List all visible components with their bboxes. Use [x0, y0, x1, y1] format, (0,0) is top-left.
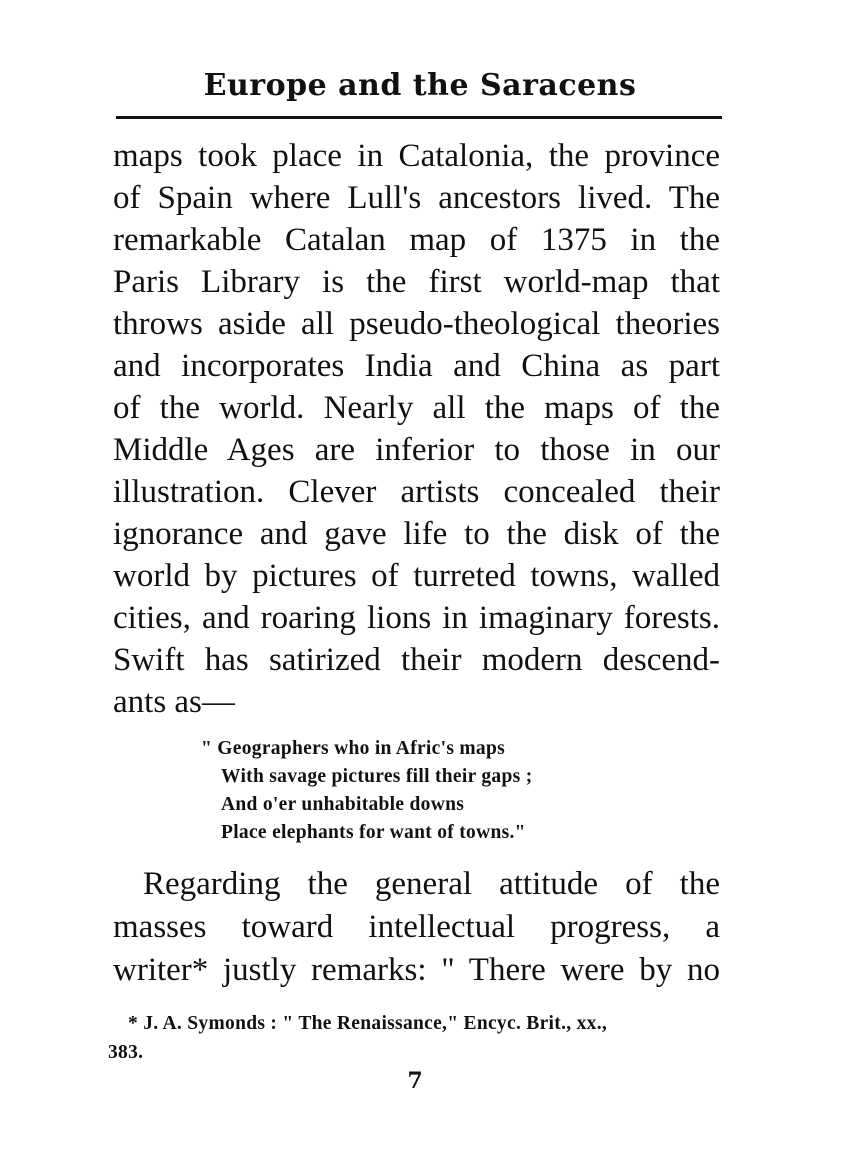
verse-line: Place elephants for want of towns." [221, 822, 526, 843]
footnote-line: 383. [108, 1042, 144, 1063]
page-number: 7 [407, 1068, 423, 1094]
body-line: masses toward intellectual progress, a [113, 909, 720, 945]
body-line: throws aside all pseudo-theological theories [113, 306, 720, 342]
body-line: cities, and roaring lions in imaginary forests. [113, 600, 720, 636]
body-line: Middle Ages are inferior to those in our [113, 432, 720, 468]
body-line: maps took place in Catalonia, the province [113, 138, 720, 174]
body-line: and incorporates India and China as part [113, 348, 720, 384]
header-rule [116, 116, 722, 119]
body-line: Swift has satirized their modern descend- [113, 642, 720, 678]
verse-line: With savage pictures fill their gaps ; [221, 766, 533, 787]
body-line: ignorance and gave life to the disk of the [113, 516, 720, 552]
body-line: of the world. Nearly all the maps of the [113, 390, 720, 426]
body-line: Regarding the general attitude of the [143, 866, 720, 902]
body-line: Paris Library is the first world-map that [113, 264, 720, 300]
body-line: world by pictures of turreted towns, walled [113, 558, 720, 594]
footnote-line: * J. A. Symonds : " The Renaissance," Encyc. Brit., xx., [128, 1013, 608, 1034]
body-line: ants as— [113, 684, 235, 720]
body-line: writer* justly remarks: " There were by no [113, 952, 720, 988]
body-line: of Spain where Lull's ancestors lived. The [113, 180, 720, 216]
body-line: remarkable Catalan map of 1375 in the [113, 222, 720, 258]
body-line: illustration. Clever artists concealed their [113, 474, 720, 510]
verse-line: And o'er unhabitable downs [221, 794, 465, 815]
verse-line: " Geographers who in Afric's maps [201, 738, 506, 759]
running-head: Europe and the Saracens [203, 68, 637, 103]
